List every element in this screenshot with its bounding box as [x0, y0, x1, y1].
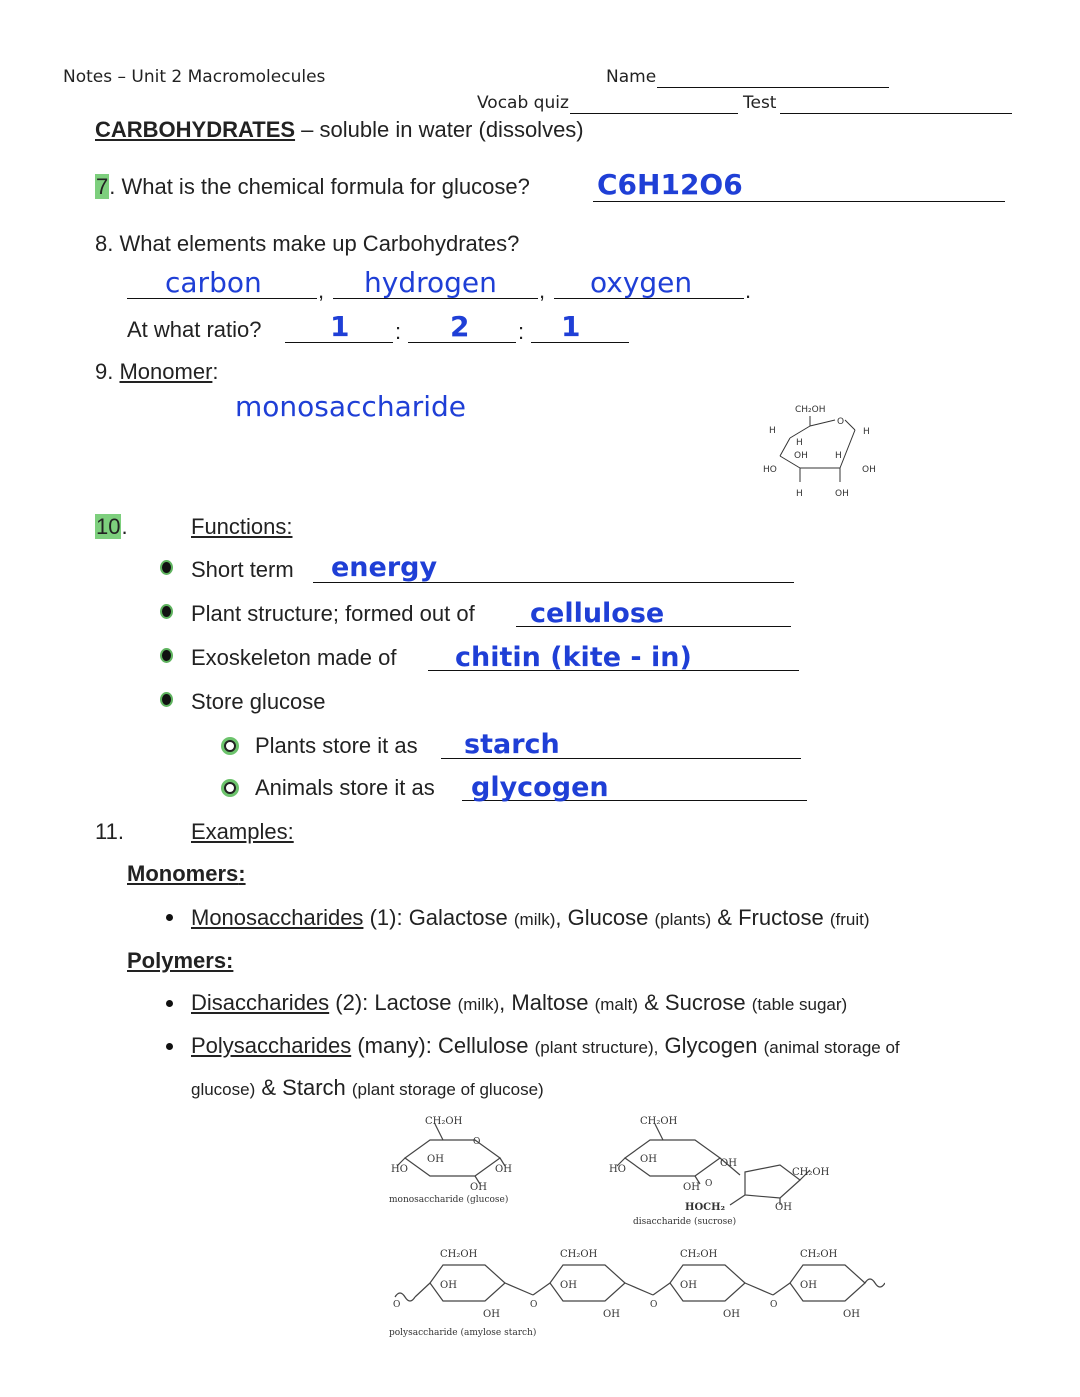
di-oh-4: OH: [775, 1202, 792, 1213]
small-h-2: H: [863, 427, 870, 437]
q8-answer-3: oxygen: [590, 266, 693, 299]
vocab-quiz-blank[interactable]: [570, 113, 738, 114]
poly-oh-6: OH: [603, 1309, 620, 1320]
di-o: O: [705, 1179, 713, 1189]
function-1-text: Short term: [191, 557, 294, 582]
di-oh-2: OH: [720, 1158, 737, 1169]
ratio-3: 1: [561, 310, 581, 343]
polymers-label: Polymers:: [127, 948, 234, 973]
maltose: Maltose: [511, 990, 589, 1015]
mono-ho: HO: [391, 1164, 408, 1175]
q9-label: Monomer: [119, 359, 213, 384]
poly-caption: polysaccharide (amylose starch): [389, 1328, 537, 1338]
q7-number: 7: [96, 174, 109, 199]
hollow-bullet-icon: [224, 782, 236, 794]
name-blank[interactable]: [657, 87, 889, 88]
bullet-icon: [166, 1043, 173, 1050]
ratio-label: At what ratio?: [127, 317, 262, 342]
poly-o-1: O: [530, 1300, 538, 1310]
poly-oh-2: OH: [560, 1280, 577, 1291]
di-oh-3: OH: [683, 1182, 700, 1193]
bullet-icon: [166, 914, 173, 921]
mono-oh-2: OH: [495, 1164, 512, 1175]
polysaccharides-line-2: glucose) & Starch (plant storage of glucose): [191, 1075, 544, 1100]
poly-oh-8: OH: [843, 1309, 860, 1320]
galactose-note: (milk): [513, 910, 556, 929]
subfunction-1-text: Plants store it as: [255, 733, 418, 758]
mono-oh-3: OH: [470, 1182, 487, 1193]
ratio-2: 2: [450, 310, 470, 343]
small-h-1: H: [769, 426, 776, 436]
poly-ch2oh-3: CH₂OH: [680, 1249, 718, 1260]
q7-answer: C6H12O6: [597, 168, 743, 201]
glucose-structure-small: [755, 398, 885, 502]
question-10-number: 10.: [96, 514, 128, 539]
glycogen-note-1: (animal storage of: [763, 1038, 900, 1057]
poly-oh-7: OH: [723, 1309, 740, 1320]
glycogen-note-2: glucose): [191, 1080, 256, 1099]
poly-ch2oh-4: CH₂OH: [800, 1249, 838, 1260]
poly-oh-4: OH: [800, 1280, 817, 1291]
poly-oh-1: OH: [440, 1280, 457, 1291]
small-h-5: H: [796, 489, 803, 499]
hollow-bullet-icon: [224, 740, 236, 752]
q8-number: 8: [95, 231, 108, 256]
poly-o-3: O: [770, 1300, 778, 1310]
poly-oh-3: OH: [680, 1280, 697, 1291]
name-label: Name: [606, 67, 657, 87]
ratio-1: 1: [330, 310, 350, 343]
q7-text: . What is the chemical formula for glucose?: [109, 174, 530, 199]
q8-comma-2: ,: [539, 278, 546, 303]
poly-ch2oh-2: CH₂OH: [560, 1249, 598, 1260]
mono-term: Monosaccharides: [191, 905, 364, 930]
small-h-4: H: [835, 451, 842, 461]
notes-title: Notes – Unit 2 Macromolecules: [63, 67, 326, 87]
mono-caption: monosaccharide (glucose): [389, 1195, 509, 1205]
ratio-colon-1: :: [395, 319, 402, 344]
subfunction-2-text: Animals store it as: [255, 775, 435, 800]
function-2-answer: cellulose: [530, 598, 665, 629]
di-ho: HO: [609, 1164, 626, 1175]
small-ch2oh: CH₂OH: [795, 405, 826, 415]
subfunction-2-answer: glycogen: [471, 772, 609, 803]
small-h-3: H: [796, 438, 803, 448]
di-oh-1: OH: [640, 1154, 657, 1165]
q8-comma-1: ,: [318, 278, 325, 303]
glycogen: Glycogen: [664, 1033, 758, 1058]
fructose-note: (fruit): [829, 910, 870, 929]
monomers-heading: Monomers:: [127, 861, 246, 886]
cellulose-note: (plant structure),: [534, 1038, 659, 1057]
ratio-colon-2: :: [518, 319, 525, 344]
sucrose: Sucrose: [664, 990, 746, 1015]
mono-oh-1: OH: [427, 1154, 444, 1165]
section-subtitle: – soluble in water (dissolves): [301, 117, 584, 142]
fructose: Fructose: [738, 905, 824, 930]
di-caption: disaccharide (sucrose): [633, 1217, 737, 1227]
mono-ch2oh: CH₂OH: [425, 1116, 463, 1127]
maltose-note: (malt): [594, 995, 639, 1014]
bullet-icon: [162, 650, 171, 661]
bullet-icon: [162, 606, 171, 617]
q8-text: . What elements make up Carbohydrates?: [107, 231, 520, 256]
di-count: (2):: [335, 990, 369, 1015]
polysaccharide-diagram: [385, 1235, 885, 1343]
lactose: Lactose: [374, 990, 452, 1015]
starch: Starch: [282, 1075, 346, 1100]
poly-term: Polysaccharides: [191, 1033, 352, 1058]
poly-count: (many):: [357, 1033, 432, 1058]
subfunction-1-answer: starch: [464, 729, 560, 760]
disaccharides-line: Disaccharides (2): Lactose (milk), Maltose (malt) & Sucrose (table sugar): [191, 990, 848, 1015]
question-8: [95, 231, 519, 257]
cellulose: Cellulose: [438, 1033, 529, 1058]
small-ho: HO: [763, 465, 777, 475]
question-9: 9. Monomer:: [95, 359, 219, 384]
q10-number: 10: [96, 514, 121, 539]
function-3-text: Exoskeleton made of: [191, 645, 397, 670]
function-4-text: Store glucose: [191, 689, 326, 714]
di-ch2oh-1: CH₂OH: [640, 1116, 678, 1127]
polysaccharides-line: [191, 1033, 900, 1059]
mono-count: (1):: [369, 905, 403, 930]
q9-number: 9: [95, 359, 108, 384]
monosaccharides-line: Monosaccharides (1): Galactose (milk), Glucose (plants) & Fructose (fruit): [191, 905, 870, 930]
q8-answer-1: carbon: [165, 266, 262, 299]
glucose: Glucose: [567, 905, 649, 930]
question-7: [95, 174, 530, 200]
small-oh-1: OH: [794, 451, 808, 461]
test-label: Test: [743, 93, 777, 113]
monosaccharide-diagram: [385, 1110, 555, 1210]
bullet-icon: [162, 694, 171, 705]
mono-o: O: [473, 1137, 481, 1147]
monomers-label: Monomers: [127, 861, 239, 886]
poly-ch2oh-1: CH₂OH: [440, 1249, 478, 1260]
starch-note: (plant storage of glucose): [351, 1080, 544, 1099]
section-heading: [95, 117, 584, 143]
di-ch2oh-2: CH₂OH: [792, 1167, 830, 1178]
poly-oh-5: OH: [483, 1309, 500, 1320]
q11-number: 11.: [95, 819, 124, 844]
q9-answer: monosaccharide: [235, 390, 467, 423]
function-2-text: Plant structure; formed out of: [191, 601, 475, 626]
section-title: CARBOHYDRATES: [95, 117, 296, 142]
q8-answer-2: hydrogen: [364, 266, 497, 299]
test-blank[interactable]: [780, 113, 1012, 114]
disaccharide-diagram: [605, 1110, 855, 1230]
poly-o-2: O: [650, 1300, 658, 1310]
bullet-icon: [162, 562, 171, 573]
small-o: O: [837, 417, 845, 427]
vocab-quiz-label: Vocab quiz: [477, 93, 569, 113]
examples-label: Examples:: [191, 819, 294, 844]
functions-label: Functions:: [191, 514, 293, 539]
q7-answer-blank[interactable]: [593, 201, 1005, 202]
galactose: Galactose: [408, 905, 508, 930]
poly-o-0: O: [393, 1300, 401, 1310]
function-3-answer: chitin (kite - in): [455, 642, 692, 673]
sucrose-note: (table sugar): [751, 995, 848, 1014]
lactose-note: (milk): [457, 995, 500, 1014]
bullet-icon: [166, 1000, 173, 1007]
small-oh-3: OH: [835, 489, 849, 499]
di-hoch2: HOCH₂: [685, 1202, 725, 1213]
q8-period: .: [745, 278, 752, 303]
glucose-note: (plants): [654, 910, 712, 929]
small-oh-2: OH: [862, 465, 876, 475]
function-1-answer: energy: [331, 552, 438, 583]
di-term: Disaccharides: [191, 990, 330, 1015]
